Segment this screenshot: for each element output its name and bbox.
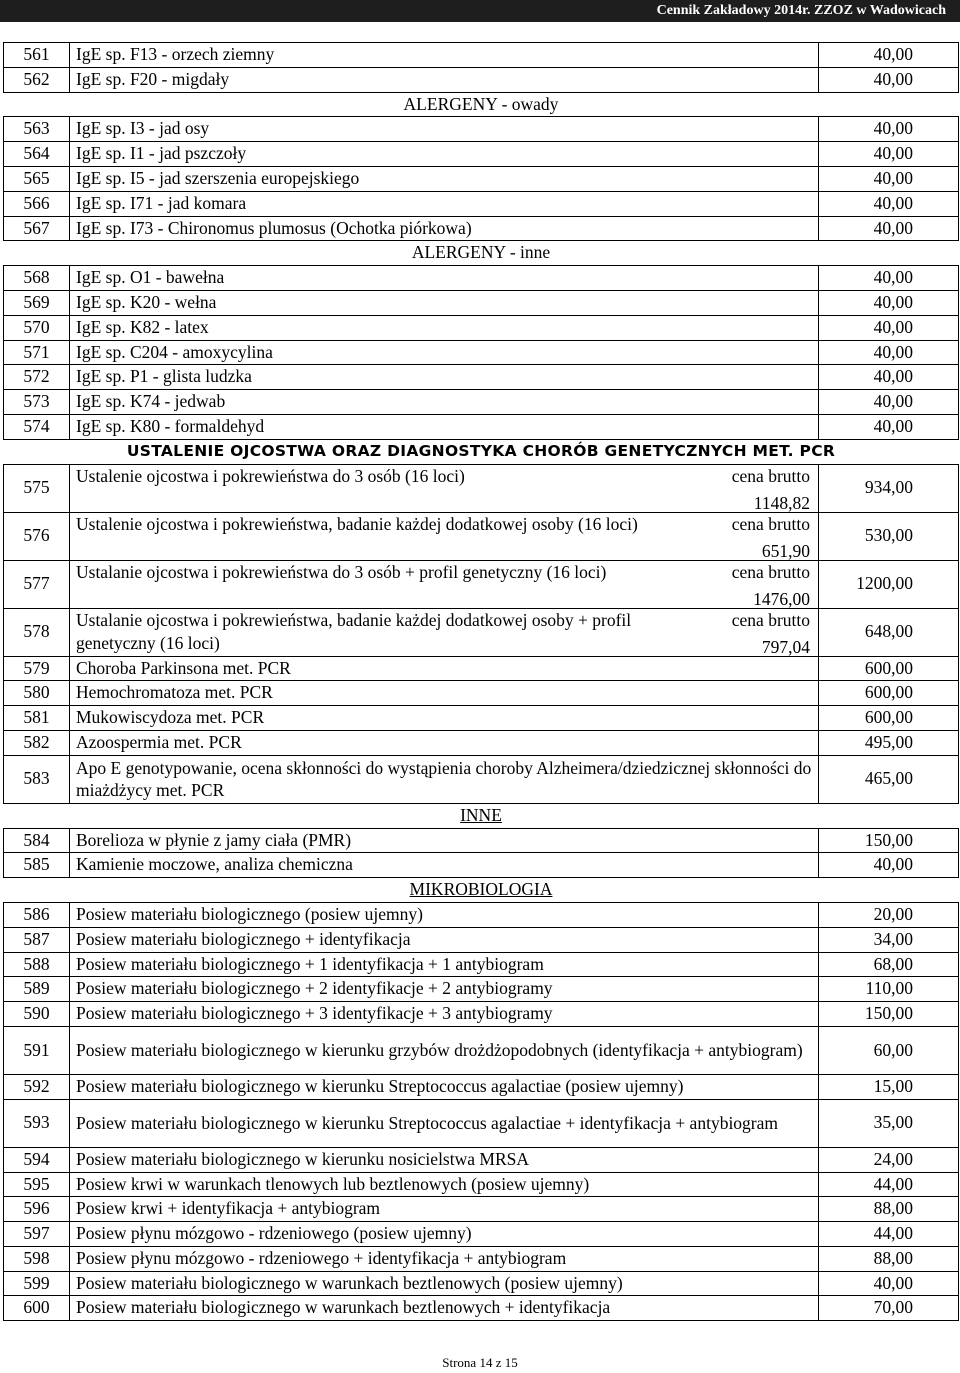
price-list-table	[3, 42, 959, 1321]
item-price: 40,00	[819, 340, 959, 365]
item-number: 574	[4, 414, 70, 439]
item-price: 648,00	[819, 608, 959, 656]
item-price: 40,00	[819, 266, 959, 291]
table-row	[4, 927, 959, 952]
gross-price-block	[698, 561, 818, 608]
item-price: 35,00	[819, 1099, 959, 1147]
item-name: Posiew krwi w warunkach tlenowych lub beztlenowych (posiew ujemny)	[70, 1172, 819, 1197]
section-title: INNE	[4, 803, 959, 828]
gross-price-block	[698, 465, 818, 512]
item-name: IgE sp. I5 - jad szerszenia europejskiego	[70, 166, 819, 191]
table-row	[4, 755, 959, 803]
item-name: IgE sp. K80 - formaldehyd	[70, 414, 819, 439]
table-row	[4, 656, 959, 681]
item-name: IgE sp. F20 - migdały	[70, 67, 819, 92]
item-number: 570	[4, 315, 70, 340]
gross-price-block	[698, 609, 818, 656]
table-row	[4, 952, 959, 977]
table-row	[4, 464, 959, 512]
item-number: 582	[4, 730, 70, 755]
item-price: 40,00	[819, 191, 959, 216]
item-number: 573	[4, 390, 70, 415]
item-name: Posiew materiału biologicznego w warunkach beztlenowych (posiew ujemny)	[70, 1271, 819, 1296]
section-title: USTALENIE OJCOSTWA ORAZ DIAGNOSTYKA CHORÓB GENETYCZNYCH MET. PCR	[4, 439, 959, 464]
table-row	[4, 1147, 959, 1172]
section-header-row	[4, 92, 959, 117]
table-row	[4, 512, 959, 560]
gross-price-label: cena brutto	[731, 609, 810, 630]
table-row	[4, 681, 959, 706]
table-row	[4, 1296, 959, 1321]
gross-price-label: cena brutto	[731, 513, 810, 534]
table-row	[4, 142, 959, 167]
gross-price-label: cena brutto	[731, 465, 810, 486]
item-name: IgE sp. P1 - glista ludzka	[70, 365, 819, 390]
section-title: ALERGENY - inne	[4, 241, 959, 266]
item-name: Ustalenie ojcostwa i pokrewieństwa, badanie każdej dodatkowej osoby (16 loci)	[76, 513, 638, 534]
item-price: 44,00	[819, 1222, 959, 1247]
item-name: Posiew krwi + identyfikacja + antybiogram	[70, 1197, 819, 1222]
table-row	[4, 902, 959, 927]
table-row	[4, 560, 959, 608]
item-name: IgE sp. I1 - jad pszczoły	[70, 142, 819, 167]
gross-price-value: 797,04	[761, 636, 810, 657]
item-number: 563	[4, 117, 70, 142]
item-number: 564	[4, 142, 70, 167]
item-number: 589	[4, 977, 70, 1002]
section-header-row	[4, 241, 959, 266]
table-row	[4, 1246, 959, 1271]
item-price: 530,00	[819, 512, 959, 560]
item-number: 595	[4, 1172, 70, 1197]
item-number: 591	[4, 1026, 70, 1074]
item-name-cell	[70, 512, 819, 560]
item-number: 578	[4, 608, 70, 656]
item-price: 465,00	[819, 755, 959, 803]
item-number: 599	[4, 1271, 70, 1296]
item-price: 15,00	[819, 1074, 959, 1099]
table-row	[4, 1222, 959, 1247]
table-row	[4, 1099, 959, 1147]
table-row	[4, 191, 959, 216]
table-row	[4, 290, 959, 315]
item-price: 20,00	[819, 902, 959, 927]
item-price: 600,00	[819, 681, 959, 706]
item-number: 569	[4, 290, 70, 315]
table-row	[4, 117, 959, 142]
item-name: Kamienie moczowe, analiza chemiczna	[70, 853, 819, 878]
item-price: 40,00	[819, 853, 959, 878]
table-row	[4, 216, 959, 241]
item-name: Borelioza w płynie z jamy ciała (PMR)	[70, 828, 819, 853]
item-name: Posiew materiału biologicznego w kierunku nosicielstwa MRSA	[70, 1147, 819, 1172]
page-header	[0, 0, 960, 22]
table-row	[4, 315, 959, 340]
item-price: 1200,00	[819, 560, 959, 608]
item-price: 40,00	[819, 1271, 959, 1296]
item-number: 586	[4, 902, 70, 927]
item-price: 110,00	[819, 977, 959, 1002]
item-number: 565	[4, 166, 70, 191]
table-row	[4, 828, 959, 853]
item-name: IgE sp. K82 - latex	[70, 315, 819, 340]
item-price: 40,00	[819, 67, 959, 92]
item-name: Ustalenie ojcostwa i pokrewieństwa do 3 osób (16 loci)	[76, 465, 465, 486]
item-name: Hemochromatoza met. PCR	[70, 681, 819, 706]
item-name: IgE sp. C204 - amoxycylina	[70, 340, 819, 365]
item-name: Posiew materiału biologicznego + 1 identyfikacja + 1 antybiogram	[70, 952, 819, 977]
item-name-cell	[70, 464, 819, 512]
item-price: 40,00	[819, 290, 959, 315]
section-header-row	[4, 803, 959, 828]
item-number: 580	[4, 681, 70, 706]
item-price: 70,00	[819, 1296, 959, 1321]
table-row	[4, 706, 959, 731]
section-title: ALERGENY - owady	[4, 92, 959, 117]
item-number: 598	[4, 1246, 70, 1271]
page-number: Strona 14 z 15	[442, 1355, 518, 1370]
item-number: 566	[4, 191, 70, 216]
item-number: 585	[4, 853, 70, 878]
section-header-row	[4, 878, 959, 903]
item-price: 150,00	[819, 828, 959, 853]
item-number: 572	[4, 365, 70, 390]
table-row	[4, 390, 959, 415]
item-price: 40,00	[819, 216, 959, 241]
item-price: 40,00	[819, 117, 959, 142]
item-name: IgE sp. I71 - jad komara	[70, 191, 819, 216]
table-row	[4, 977, 959, 1002]
table-row	[4, 414, 959, 439]
item-name: IgE sp. I73 - Chironomus plumosus (Ochotka piórkowa)	[70, 216, 819, 241]
item-number: 562	[4, 67, 70, 92]
item-price: 40,00	[819, 365, 959, 390]
item-number: 561	[4, 43, 70, 68]
item-number: 597	[4, 1222, 70, 1247]
item-name: IgE sp. O1 - bawełna	[70, 266, 819, 291]
item-name: Posiew materiału biologicznego w kierunku grzybów drożdżopodobnych (identyfikacja + antybiogram)	[70, 1026, 819, 1074]
item-number: 576	[4, 512, 70, 560]
item-name: Choroba Parkinsona met. PCR	[70, 656, 819, 681]
item-price: 40,00	[819, 166, 959, 191]
item-price: 60,00	[819, 1026, 959, 1074]
item-price: 40,00	[819, 390, 959, 415]
item-number: 590	[4, 1002, 70, 1027]
table-row	[4, 365, 959, 390]
item-price: 88,00	[819, 1197, 959, 1222]
item-name: Posiew materiału biologicznego + 2 identyfikacje + 2 antybiogramy	[70, 977, 819, 1002]
section-title: MIKROBIOLOGIA	[4, 878, 959, 903]
item-number: 593	[4, 1099, 70, 1147]
item-name: IgE sp. I3 - jad osy	[70, 117, 819, 142]
item-name: IgE sp. F13 - orzech ziemny	[70, 43, 819, 68]
item-name: Apo E genotypowanie, ocena skłonności do wystąpienia choroby Alzheimera/dziedzicznej skłonności do miażdżycy met. PCR	[70, 755, 819, 803]
item-number: 592	[4, 1074, 70, 1099]
table-row	[4, 1002, 959, 1027]
table-row	[4, 1074, 959, 1099]
table-row	[4, 166, 959, 191]
item-number: 567	[4, 216, 70, 241]
item-price: 600,00	[819, 706, 959, 731]
table-row	[4, 340, 959, 365]
item-number: 575	[4, 464, 70, 512]
table-row	[4, 1172, 959, 1197]
item-name: Posiew płynu mózgowo - rdzeniowego (posiew ujemny)	[70, 1222, 819, 1247]
item-price: 40,00	[819, 414, 959, 439]
item-number: 596	[4, 1197, 70, 1222]
gross-price-grid	[70, 513, 818, 560]
item-name: Azoospermia met. PCR	[70, 730, 819, 755]
item-number: 577	[4, 560, 70, 608]
header-title: Cennik Zakładowy 2014r. ZZOZ w Wadowicach	[656, 3, 946, 18]
table-row	[4, 1197, 959, 1222]
item-price: 68,00	[819, 952, 959, 977]
item-name: Posiew materiału biologicznego + 3 identyfikacje + 3 antybiogramy	[70, 1002, 819, 1027]
item-price: 934,00	[819, 464, 959, 512]
item-name: Posiew materiału biologicznego w warunkach beztlenowych + identyfikacja	[70, 1296, 819, 1321]
item-name: Posiew materiału biologicznego + identyfikacja	[70, 927, 819, 952]
item-name: Posiew płynu mózgowo - rdzeniowego + identyfikacja + antybiogram	[70, 1246, 819, 1271]
gross-price-value: 1148,82	[753, 492, 810, 513]
item-price: 600,00	[819, 656, 959, 681]
item-number: 587	[4, 927, 70, 952]
table-row	[4, 730, 959, 755]
table-row	[4, 853, 959, 878]
table-row	[4, 608, 959, 656]
item-price: 34,00	[819, 927, 959, 952]
item-number: 571	[4, 340, 70, 365]
item-name-cell	[70, 560, 819, 608]
gross-price-block	[698, 513, 818, 560]
gross-price-value: 1476,00	[753, 588, 810, 609]
item-price: 150,00	[819, 1002, 959, 1027]
item-name-cell	[70, 608, 819, 656]
item-name: IgE sp. K20 - wełna	[70, 290, 819, 315]
table-row	[4, 43, 959, 68]
item-name: Posiew materiału biologicznego w kierunku Streptococcus agalactiae + identyfikacja + antybiogram	[70, 1099, 819, 1147]
item-name: Posiew materiału biologicznego w kierunku Streptococcus agalactiae (posiew ujemny)	[70, 1074, 819, 1099]
item-number: 594	[4, 1147, 70, 1172]
table-row	[4, 1271, 959, 1296]
item-number: 581	[4, 706, 70, 731]
gross-price-grid	[70, 465, 818, 512]
item-price: 88,00	[819, 1246, 959, 1271]
item-number: 568	[4, 266, 70, 291]
gross-price-grid	[70, 609, 818, 656]
item-number: 584	[4, 828, 70, 853]
table-row	[4, 1026, 959, 1074]
table-row	[4, 67, 959, 92]
item-number: 579	[4, 656, 70, 681]
gross-price-label: cena brutto	[731, 561, 810, 582]
gross-price-value: 651,90	[761, 540, 810, 561]
item-price: 495,00	[819, 730, 959, 755]
item-price: 40,00	[819, 142, 959, 167]
item-name: Ustalanie ojcostwa i pokrewieństwa, badanie każdej dodatkowej osoby + profil genetyczny (16 loci)	[76, 609, 632, 653]
page-footer	[0, 1355, 960, 1371]
item-number: 600	[4, 1296, 70, 1321]
item-name: Posiew materiału biologicznego (posiew ujemny)	[70, 902, 819, 927]
gross-price-grid	[70, 561, 818, 608]
item-name: Ustalanie ojcostwa i pokrewieństwa do 3 osób + profil genetyczny (16 loci)	[76, 561, 607, 582]
item-number: 583	[4, 755, 70, 803]
item-name: Mukowiscydoza met. PCR	[70, 706, 819, 731]
section-header-row	[4, 439, 959, 464]
item-name: IgE sp. K74 - jedwab	[70, 390, 819, 415]
item-price: 24,00	[819, 1147, 959, 1172]
table-row	[4, 266, 959, 291]
item-number: 588	[4, 952, 70, 977]
item-price: 44,00	[819, 1172, 959, 1197]
item-price: 40,00	[819, 315, 959, 340]
item-price: 40,00	[819, 43, 959, 68]
